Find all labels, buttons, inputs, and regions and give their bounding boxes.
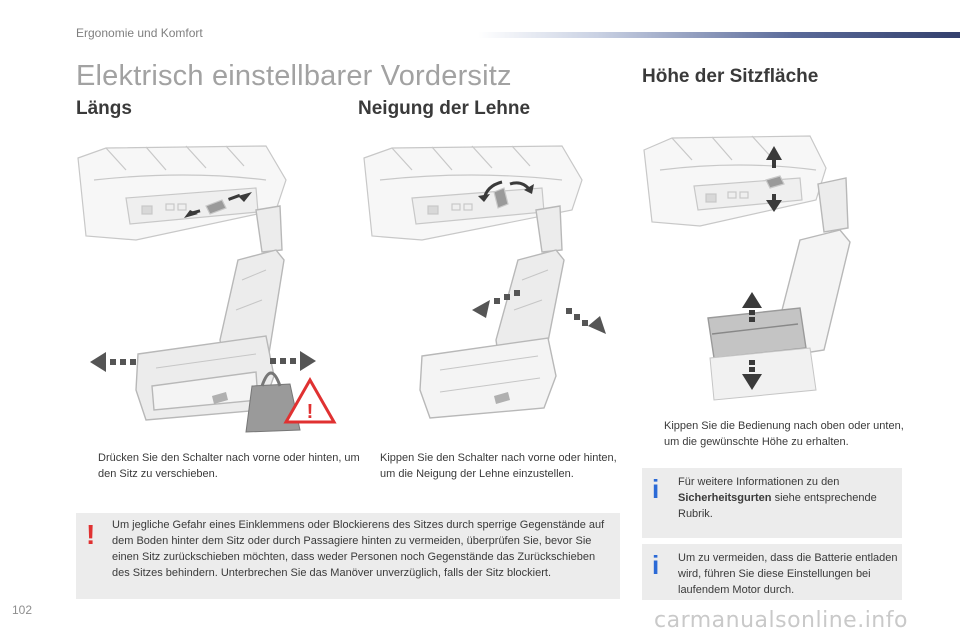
page-title: Elektrisch einstellbarer Vordersitz	[76, 60, 512, 92]
heading-laengs: Längs	[76, 98, 132, 119]
instruction-neigung-text: Kippen Sie den Schalter nach vorne oder hinten, um die Neigung der Lehne einzustellen.	[380, 452, 617, 480]
heading-hoehe: Höhe der Sitzfläche	[642, 66, 819, 87]
info-text-part: Für weitere Informationen zu den	[678, 476, 840, 488]
instruction-hoehe-text: Kippen Sie die Bedienung nach oben oder unten, um die gewünschte Höhe zu erhalten.	[664, 420, 904, 448]
heading-neigung: Neigung der Lehne	[358, 98, 531, 119]
section-header-label: Ergonomie und Komfort	[76, 26, 203, 40]
instruction-laengs	[76, 450, 360, 482]
warning-box	[76, 513, 620, 599]
instruction-laengs-text: Drücken Sie den Schalter nach vorne oder hinten, um den Sitz zu verschieben.	[98, 452, 360, 480]
header-gradient-bar	[478, 32, 960, 38]
instruction-neigung	[358, 450, 628, 482]
seat-height-illustration	[640, 108, 936, 408]
seat-backrest-illustration	[352, 140, 624, 440]
info-icon: i	[652, 550, 660, 580]
info-icon: i	[652, 474, 660, 504]
seat-longitudinal-illustration	[66, 140, 342, 440]
watermark: carmanualsonline.info	[654, 608, 908, 633]
info-text-battery: Um zu vermeiden, dass die Batterie entladen wird, führen Sie diese Einstellungen bei laufendem Motor durch.	[678, 552, 898, 596]
info-box-battery	[642, 544, 902, 600]
info-box-seatbelts	[642, 468, 902, 538]
info-text-part: siehe entsprechende Rubrik.	[678, 492, 877, 520]
info-text-seatbelts	[678, 474, 898, 522]
warning-text: Um jegliche Gefahr eines Einklemmens oder Blockierens des Sitzes durch sperrige Gegenstände auf dem Boden hinter dem Sitz oder durch Passagiere hinten zu vermeiden, überprüfen Sie, bevor Sie einen Sitz zurückschieben möchten, dass weder Personen noch Gegenstände das Zurückschieben des Sitzes behindern. Unterbrechen Sie das Manöver unverzüglich, falls der Sitz blockiert.	[112, 519, 605, 579]
svg-text:!: !	[306, 401, 314, 423]
info-text-bold: Sicherheitsgurten	[678, 492, 772, 504]
instruction-hoehe	[642, 418, 914, 450]
page-number: 102	[12, 603, 33, 617]
exclamation-icon: !	[86, 519, 96, 550]
